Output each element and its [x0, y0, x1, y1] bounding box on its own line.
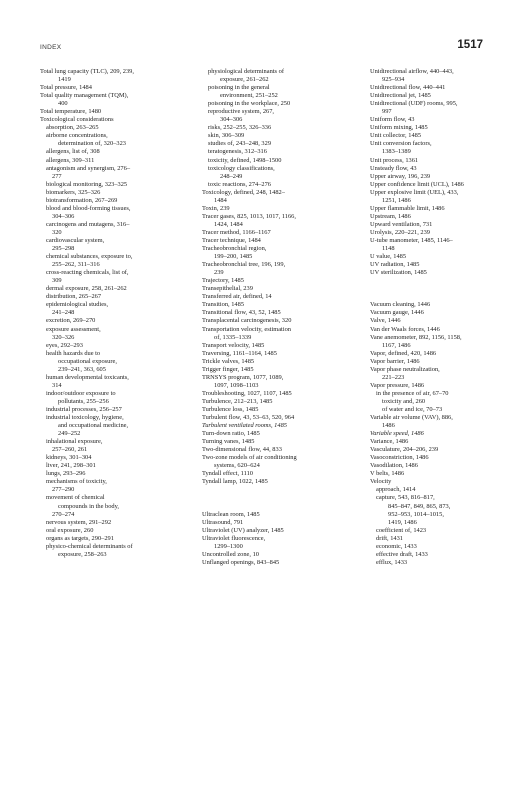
index-entry: of water and ice, 70–73 — [382, 405, 443, 413]
index-entry: Tracer gases, 825, 1013, 1017, 1166, — [202, 212, 296, 220]
index-entry: Unidirectional (UDF) rooms, 995, — [370, 100, 458, 108]
index-entry: human developmental toxicants, — [46, 373, 129, 381]
index-entry: Two-dimensional flow, 44, 833 — [202, 446, 282, 454]
index-entry: carcinogens and mutagens, 316– — [46, 220, 130, 228]
index-entry: Unflanged openings, 843–845 — [202, 558, 280, 566]
index-entry: Ultraviolet fluorescence, — [202, 534, 266, 542]
index-entry: allergens, list of, 308 — [46, 148, 100, 156]
index-entry: UV radiation, 1485 — [370, 261, 420, 269]
index-entry: Unsteady flow, 43 — [370, 164, 417, 172]
index-entry: 295–298 — [52, 245, 75, 253]
index-entry — [370, 285, 515, 293]
index-entry: 304–306 — [52, 212, 75, 220]
index-entry: Urolysis, 220–221, 239 — [370, 228, 431, 236]
index-entry: Tracheobronchial tree, 196, 199, — [202, 261, 286, 269]
index-entry: 255–262, 311–316 — [52, 261, 100, 269]
index-entry: physico-chemical determinants of — [46, 542, 133, 550]
index-entry: 1097, 1098–1103 — [214, 381, 259, 389]
index-entry: 241–248 — [52, 309, 75, 317]
index-entry: and occupational medicine, — [58, 422, 129, 430]
index-entry: Tyndall lamp, 1022, 1485 — [202, 478, 268, 486]
index-entry: eyes, 292–293 — [46, 341, 83, 349]
index-entry: chemical substances, exposure to, — [46, 253, 133, 261]
index-entry: poisoning in the workplace, 250 — [208, 100, 291, 108]
index-entry: Upper confidence limit (UCL), 1486 — [370, 180, 464, 188]
index-entry: 1419 — [58, 76, 71, 84]
index-entry: 1299–1300 — [214, 542, 243, 550]
index-entry: Uniform flow, 43 — [370, 116, 415, 124]
index-entry: distribution, 265–267 — [46, 293, 102, 301]
index-entry: Unidirectional jet, 1485 — [370, 92, 431, 100]
index-entry: environment, 251–252 — [220, 92, 278, 100]
index-entry: 320–326 — [52, 333, 75, 341]
index-entry: economic, 1433 — [376, 542, 417, 550]
index-entry: Variance, 1486 — [370, 438, 409, 446]
index-entry: absorption, 263–265 — [46, 124, 99, 132]
index-entry: Vane anemometer, 892, 1156, 1158, — [370, 333, 462, 341]
index-entry: Upstream, 1486 — [370, 212, 411, 220]
index-entry: Van der Waals forces, 1446 — [370, 325, 440, 333]
index-entry: Turbulent flow, 43, 53–63, 520, 964 — [202, 414, 295, 422]
index-entry: exposure, 261–262 — [220, 76, 269, 84]
index-entry: Unit process, 1361 — [370, 156, 419, 164]
index-column-1 — [40, 68, 190, 559]
index-entry: Trickle valves, 1485 — [202, 357, 255, 365]
index-entry: Toxicology, defined, 248, 1482– — [202, 188, 285, 196]
index-entry: inhalational exposure, — [46, 438, 103, 446]
index-entry: 309 — [52, 277, 62, 285]
index-entry: systems, 620–624 — [214, 462, 260, 470]
index-entry: Turn-down ratio, 1485 — [202, 430, 260, 438]
index-entry: 1251, 1486 — [382, 196, 411, 204]
index-entry: excretion, 269–270 — [46, 317, 96, 325]
index-entry: capture, 543, 816–817, — [376, 494, 435, 502]
index-entry: Vacuum cleaning, 1446 — [370, 301, 431, 309]
index-entry: toxicology classifications, — [208, 164, 275, 172]
index-entry: 277 — [52, 172, 62, 180]
index-entry: allergens, 309–311 — [46, 156, 95, 164]
index-entry: 249–252 — [58, 430, 81, 438]
index-entry: Valve, 1446 — [370, 317, 401, 325]
index-entry: 304–306 — [220, 116, 243, 124]
index-entry: 239–241, 363, 605 — [58, 365, 106, 373]
index-entry: coefficient of, 1423 — [376, 526, 427, 534]
index-entry: cross-reacting chemicals, list of, — [46, 269, 129, 277]
index-entry: Vasodilation, 1486 — [370, 462, 418, 470]
index-entry: Traversing, 1161–1164, 1485 — [202, 349, 277, 357]
index-entry: 248–249 — [220, 172, 243, 180]
index-entry: determination of, 320–323 — [58, 140, 126, 148]
index-entry: Tracer method, 1166–1167 — [202, 228, 271, 236]
index-entry: occupational exposure, — [58, 357, 117, 365]
index-entry: 221–223 — [382, 373, 405, 381]
index-entry: Turbulence loss, 1485 — [202, 405, 259, 413]
index-entry — [202, 494, 362, 502]
index-entry: Vacuum gauge, 1446 — [370, 309, 424, 317]
index-entry: 1486 — [382, 422, 395, 430]
index-entry: organs as targets, 290–291 — [46, 534, 114, 542]
index-entry: U value, 1485 — [370, 253, 407, 261]
index-entry: Vapor barrier, 1486 — [370, 357, 420, 365]
index-entry: Transplacental carcinogenesis, 320 — [202, 317, 292, 325]
index-entry: Transepithelial, 239 — [202, 285, 253, 293]
index-entry: Upward ventilation, 731 — [370, 220, 433, 228]
index-entry: Upper airway, 196, 239 — [370, 172, 431, 180]
index-entry: antagonism and synergism, 276– — [46, 164, 131, 172]
index-entry: reproductive system, 267, — [208, 108, 275, 116]
index-entry: Two-zone models of air conditioning — [202, 454, 297, 462]
index-entry: Total pressure, 1484 — [40, 84, 92, 92]
index-entry: Uncontrolled zone, 10 — [202, 550, 259, 558]
index-entry: Transportation velocity, estimation — [202, 325, 291, 333]
index-entry: Toxin, 239 — [202, 204, 230, 212]
index-entry: industrial toxicology, hygiene, — [46, 414, 124, 422]
index-entry: 239 — [214, 269, 224, 277]
index-entry: Trigger finger, 1485 — [202, 365, 254, 373]
index-entry: U-tube manometer, 1485, 1146– — [370, 236, 453, 244]
index-entry: Transitional flow, 43, 52, 1485 — [202, 309, 281, 317]
index-entry: Tracer technique, 1484 — [202, 236, 261, 244]
index-entry: 1167, 1486 — [382, 341, 411, 349]
index-entry: Vapor pressure, 1486 — [370, 381, 425, 389]
index-entry: biological monitoring, 323–325 — [46, 180, 128, 188]
index-entry: Vapor phase neutralization, — [370, 365, 440, 373]
page-number: 1517 — [457, 39, 483, 51]
index-entry: Velocity — [370, 478, 392, 486]
index-entry: approach, 1414 — [376, 486, 416, 494]
index-entry: toxic reactions, 274–276 — [208, 180, 272, 188]
running-head-section: INDEX — [40, 44, 62, 51]
index-entry: airborne concentrations, — [46, 132, 108, 140]
index-entry: blood and blood-forming tissues, — [46, 204, 131, 212]
index-entry: Variable air volume (VAV), 886, — [370, 414, 453, 422]
index-entry: lungs, 293–296 — [46, 470, 86, 478]
index-entry: Transition, 1485 — [202, 301, 245, 309]
index-entry: Total quality management (TQM), — [40, 92, 129, 100]
index-entry: Turning vanes, 1485 — [202, 438, 255, 446]
index-entry: in the presence of air, 67–70 — [376, 389, 449, 397]
index-entry: 400 — [58, 100, 68, 108]
index-entry: efflux, 1433 — [376, 558, 408, 566]
index-entry: Transport velocity, 1485 — [202, 341, 265, 349]
index-entry: Total temperature, 1480 — [40, 108, 102, 116]
index-entry: Vasculature, 204–206, 239 — [370, 446, 439, 454]
index-entry: 314 — [52, 381, 62, 389]
index-entry: 845–847, 849, 865, 873, — [388, 502, 451, 510]
index-entry: Upper explosive limit (UEL), 433, — [370, 188, 459, 196]
index-entry: compounds in the body, — [58, 502, 120, 510]
index-entry: teratogenesis, 312–316 — [208, 148, 267, 156]
index-entry — [202, 486, 362, 494]
index-entry: dermal exposure, 258, 261–262 — [46, 285, 127, 293]
index-entry: 952–953, 1014–1015, — [388, 510, 444, 518]
index-entry: pollutants, 255–256 — [58, 397, 109, 405]
index-entry: Ultraclean room, 1485 — [202, 510, 260, 518]
index-entry: movement of chemical — [46, 494, 105, 502]
index-entry: 1424, 1484 — [214, 220, 243, 228]
index-entry: drift, 1431 — [376, 534, 403, 542]
index-entry: toxicity and, 260 — [382, 397, 426, 405]
index-entry — [370, 293, 515, 301]
index-entry: epidemiological studies, — [46, 301, 109, 309]
index-entry: biotransformation, 267–269 — [46, 196, 118, 204]
index-entry: 1148 — [382, 245, 395, 253]
index-entry: TRNSYS program, 1077, 1089, — [202, 373, 284, 381]
index-entry: biomarkers, 325–326 — [46, 188, 101, 196]
index-entry: Upper flammable limit, 1486 — [370, 204, 445, 212]
index-entry — [202, 503, 362, 511]
index-entry: poisoning in the general — [208, 84, 270, 92]
index-entry: Troubleshooting, 1027, 1107, 1485 — [202, 389, 292, 397]
index-entry: UV sterilization, 1485 — [370, 269, 427, 277]
index-entry: 925–934 — [382, 76, 405, 84]
index-column-3 — [370, 68, 515, 567]
index-entry: exposure assessment, — [46, 325, 101, 333]
index-entry: 257–260, 261 — [52, 446, 88, 454]
index-entry: 997 — [382, 108, 392, 116]
index-entry: 1419, 1486 — [388, 518, 417, 526]
index-entry: V belts, 1486 — [370, 470, 405, 478]
index-entry: health hazards due to — [46, 349, 101, 357]
index-entry: Unidirectional flow, 440–441 — [370, 84, 446, 92]
index-entry: exposure, 258–263 — [58, 550, 107, 558]
index-column-2 — [202, 68, 362, 567]
index-entry: 320 — [52, 228, 62, 236]
index-entry: Uniform mixing, 1485 — [370, 124, 428, 132]
index-entry: Turbulent ventilated rooms, 1485 — [202, 422, 287, 430]
index-entry: toxicity, defined, 1498–1500 — [208, 156, 282, 164]
index-entry: 199–200, 1485 — [214, 253, 253, 261]
index-entry: Unit collector, 1485 — [370, 132, 422, 140]
index-entry: effective draft, 1433 — [376, 550, 428, 558]
index-entry: Tyndall effect, 1110 — [202, 470, 253, 478]
index-entry: nervous system, 291–292 — [46, 518, 112, 526]
index-entry: 270–274 — [52, 510, 75, 518]
index-entry: 1383–1389 — [382, 148, 411, 156]
index-entry: of, 1335–1339 — [214, 333, 252, 341]
index-entry: Vapor, defined, 420, 1486 — [370, 349, 437, 357]
index-entry: physiological determinants of — [208, 68, 284, 75]
index-entry: Ultraviolet (UV) analyzer, 1485 — [202, 526, 284, 534]
index-entry: indoor/outdoor exposure to — [46, 389, 116, 397]
index-entry: 277–290 — [52, 486, 75, 494]
index-entry: Unidirectional airflow, 440–443, — [370, 68, 454, 75]
index-entry: liver, 241, 298–301 — [46, 462, 96, 470]
index-entry: skin, 306–309 — [208, 132, 245, 140]
index-entry: risks, 252–255, 326–336 — [208, 124, 272, 132]
index-entry: Tracheobronchial region, — [202, 245, 267, 253]
index-entry: Vasoconstriction, 1486 — [370, 454, 429, 462]
index-entry — [370, 277, 515, 285]
index-entry: cardiovascular system, — [46, 236, 105, 244]
index-entry: Trajectory, 1485 — [202, 277, 244, 285]
index-entry: Toxicological considerations — [40, 116, 114, 124]
index-entry: industrial processes, 256–257 — [46, 405, 122, 413]
index-entry: Ultrasound, 791 — [202, 518, 244, 526]
index-entry: kidneys, 301–304 — [46, 454, 92, 462]
index-entry: oral exposure, 260 — [46, 526, 94, 534]
index-entry: mechanisms of toxicity, — [46, 478, 107, 486]
index-entry: studies of, 243–248, 329 — [208, 140, 272, 148]
index-entry: Total lung capacity (TLC), 209, 239, — [40, 68, 134, 75]
index-entry: 1484 — [214, 196, 227, 204]
index-entry: Turbulence, 212–213, 1485 — [202, 397, 273, 405]
index-entry: Transferred air, defined, 14 — [202, 293, 272, 301]
index-entry: Unit conversion factors, — [370, 140, 432, 148]
index-entry: Variable speed, 1486 — [370, 430, 424, 438]
